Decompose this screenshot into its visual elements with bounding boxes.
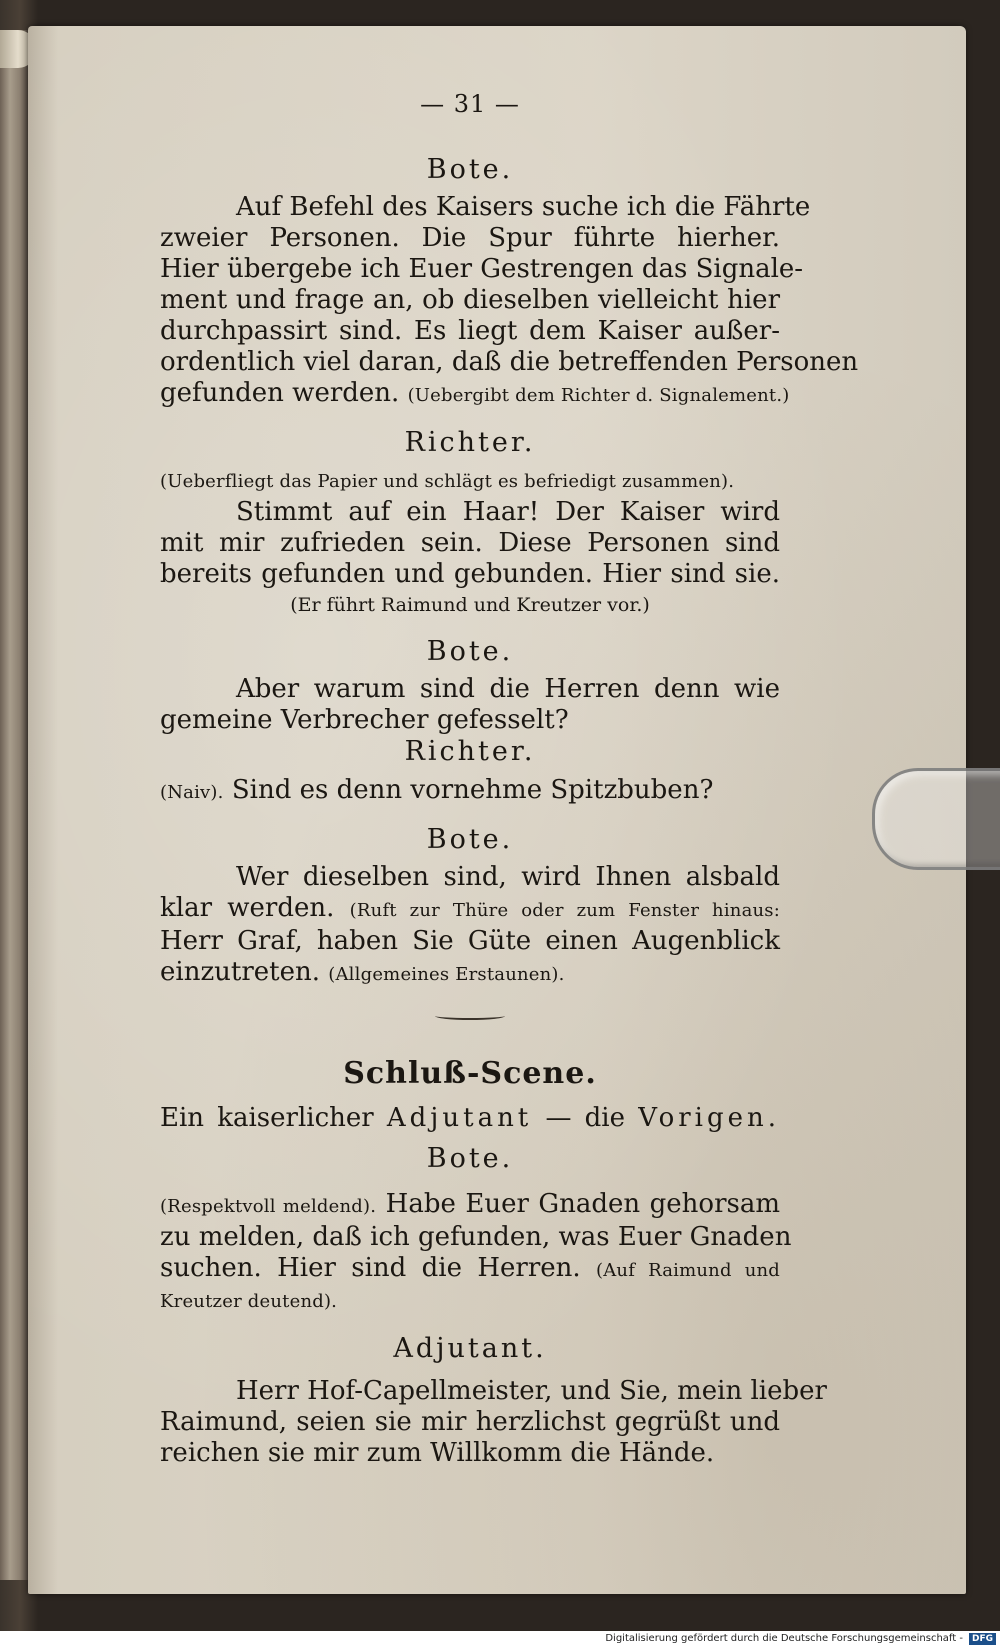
text-line: reichen sie mir zum Willkomm die Hände. bbox=[160, 1437, 715, 1468]
line-text: suchen. Hier sind die Herren. bbox=[160, 1253, 581, 1284]
cast-line bbox=[160, 1101, 780, 1135]
speaker-name: Richter. bbox=[404, 736, 536, 768]
text-line: gemeine Verbrecher gefesselt? bbox=[160, 705, 569, 736]
page-clip bbox=[872, 768, 1000, 870]
speaker-name: Bote. bbox=[426, 154, 514, 185]
cast-dash: — bbox=[545, 1102, 572, 1133]
stage-direction: (Ruft zur Thüre oder zum Fenster hinaus: bbox=[349, 899, 781, 921]
line-text: einzutreten. bbox=[160, 956, 320, 987]
line-text: klar werden. bbox=[160, 892, 335, 923]
text-line: zu melden, daß ich gefunden, was Euer Gnaden bbox=[160, 1222, 792, 1253]
stage-direction: (Auf Raimund und bbox=[596, 1260, 781, 1282]
footer-credit: Digitalisierung gefördert durch die Deutsche Forschungsgemeinschaft - bbox=[605, 1633, 963, 1644]
text-line: Stimmt auf ein Haar! Der Kaiser wird bbox=[236, 496, 780, 527]
line-text: Habe Euer Gnaden gehorsam bbox=[385, 1189, 781, 1220]
page-text bbox=[160, 90, 859, 1469]
text-line bbox=[160, 1189, 780, 1222]
dfg-logo: DFG bbox=[969, 1633, 996, 1645]
text-line bbox=[160, 775, 780, 808]
cast-article: die bbox=[584, 1102, 625, 1133]
text-line bbox=[160, 893, 780, 926]
text-line: ordentlich viel daran, daß die betreffenden Personen bbox=[160, 347, 859, 378]
dialogue-block-bote-3 bbox=[160, 824, 780, 990]
text-line: Herr Graf, haben Sie Güte einen Augenblick bbox=[160, 925, 780, 956]
dialogue-block-richter-2 bbox=[160, 736, 780, 807]
section-divider bbox=[435, 1012, 505, 1020]
dialogue-block-bote-1 bbox=[160, 154, 859, 411]
dialogue-block-adjutant bbox=[160, 1333, 827, 1468]
text-line bbox=[160, 378, 790, 411]
text-line: ment und frage an, ob dieselben vielleicht hier bbox=[160, 285, 780, 316]
text-line: Herr Hof-Capellmeister, und Sie, mein lieber bbox=[236, 1375, 827, 1406]
cast-others: Vorigen. bbox=[638, 1102, 781, 1133]
stage-direction: (Naiv). bbox=[160, 781, 224, 803]
speaker-name: Richter. bbox=[404, 427, 536, 459]
speaker-name: Bote. bbox=[426, 635, 514, 667]
scene-title: Schluß-Scene. bbox=[343, 1055, 597, 1091]
stage-direction: (Er führt Raimund und Kreutzer vor.) bbox=[290, 593, 650, 616]
text-line: Aber warum sind die Herren denn wie bbox=[236, 674, 780, 705]
book-spine bbox=[0, 30, 30, 1580]
stage-direction: Kreutzer deutend). bbox=[160, 1291, 338, 1313]
stage-direction: (Allgemeines Erstaunen). bbox=[328, 963, 565, 985]
speaker-name: Bote. bbox=[426, 1142, 514, 1174]
dialogue-block-bote-4 bbox=[160, 1142, 792, 1317]
cast-role: Adjutant bbox=[386, 1102, 533, 1133]
text-line: Raimund, seien sie mir herzlichst gegrüßt und bbox=[160, 1406, 780, 1437]
text-line: zweier Personen. Die Spur führte hierher. bbox=[160, 223, 780, 254]
stage-direction: (Ueberfliegt das Papier und schlägt es befriedigt zusammen). bbox=[160, 470, 735, 492]
dialogue-block-richter-1 bbox=[160, 427, 780, 619]
text-line: mit mir zufrieden sein. Diese Personen sind bbox=[160, 527, 780, 558]
cast-prefix: Ein kaiserlicher bbox=[160, 1102, 374, 1133]
stage-direction: (Uebergibt dem Richter d. Signalement.) bbox=[407, 385, 790, 407]
text-line: Auf Befehl des Kaisers suche ich die Fährte bbox=[236, 192, 811, 223]
text-line: durchpassirt sind. Es liegt dem Kaiser außer- bbox=[160, 316, 780, 347]
speaker-name: Adjutant. bbox=[393, 1333, 547, 1365]
scene-heading bbox=[160, 1056, 780, 1135]
line-text: gefunden werden. bbox=[160, 378, 400, 409]
text-line: Hier übergebe ich Euer Gestrengen das Signale- bbox=[160, 254, 804, 285]
text-line: bereits gefunden und gebunden. Hier sind sie. bbox=[160, 558, 780, 589]
line-text: Sind es denn vornehme Spitzbuben? bbox=[231, 774, 714, 805]
text-line bbox=[160, 1253, 780, 1286]
dialogue-block-bote-2 bbox=[160, 636, 780, 736]
text-line bbox=[160, 957, 780, 990]
text-line: Wer dieselben sind, wird Ihnen alsbald bbox=[236, 861, 780, 892]
speaker-name: Bote. bbox=[426, 823, 514, 855]
stage-direction: (Respektvoll meldend). bbox=[160, 1196, 377, 1218]
page-number: — 31 — bbox=[420, 90, 520, 118]
footer-bar bbox=[0, 1631, 1000, 1647]
